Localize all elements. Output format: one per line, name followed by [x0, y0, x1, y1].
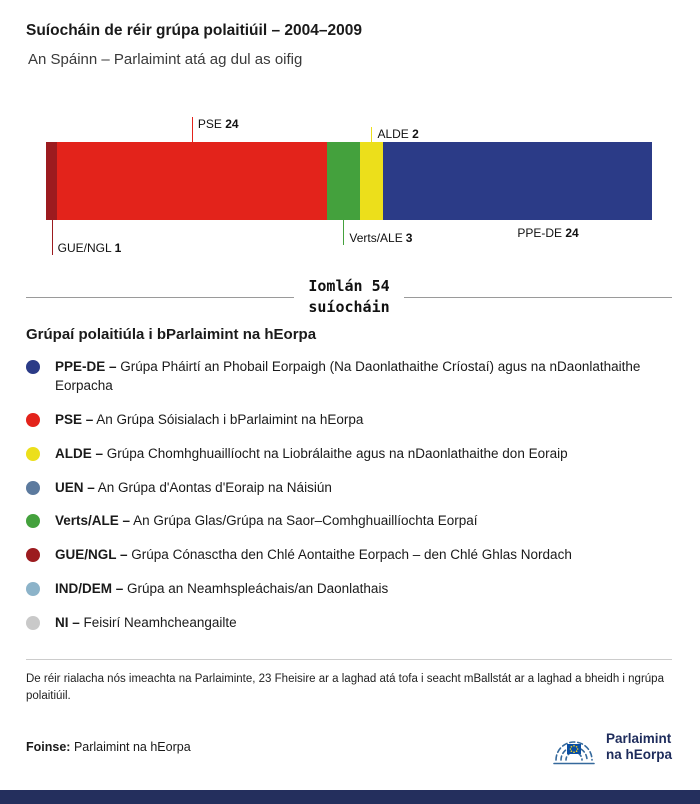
divider-line-left: [26, 297, 294, 298]
legend-item-gue-ngl: GUE/NGL – Grúpa Cónasctha den Chlé Aontaithe Eorpach – den Chlé Ghlas Nordach: [26, 546, 672, 565]
bar-label-pse: PSE 24: [192, 117, 239, 142]
gue-ngl-color-dot-icon: [26, 548, 40, 562]
source-row: [26, 726, 672, 768]
legend-item-ni: NI – Feisirí Neamhcheangailte: [26, 614, 672, 633]
legend-item-uen: UEN – An Grúpa d'Aontas d'Eoraip na Náisiún: [26, 479, 672, 498]
ni-color-dot-icon: [26, 616, 40, 630]
bar-label-gue-ngl: GUE/NGL 1: [52, 220, 122, 255]
bar-label-ppe-de: PPE-DE 24: [517, 226, 579, 240]
bar-label-alde: ALDE 2: [371, 127, 418, 142]
legend-item-ppe-de: PPE-DE – Grúpa Pháirtí an Phobail Eorpaigh (Na Daonlathaithe Críostaí) agus na nDaonlathaithe Eorpacha: [26, 358, 672, 396]
legend-list: [26, 358, 672, 633]
bar-labels-above: [46, 116, 652, 142]
verts-ale-color-dot-icon: [26, 514, 40, 528]
alde-color-dot-icon: [26, 447, 40, 461]
bar-label-verts-ale: Verts/ALE 3: [343, 220, 412, 245]
legend-item-alde: ALDE – Grúpa Chomhghuaillíocht na Liobrálaithe agus na nDaonlathaithe don Eoraip: [26, 445, 672, 464]
page-title: Suíocháin de réir grúpa polaitiúil – 2004–2009: [26, 22, 362, 39]
ind-dem-color-dot-icon: [26, 582, 40, 596]
legend-item-pse: PSE – An Grúpa Sóisialach i bParlaimint na hEorpa: [26, 411, 672, 430]
seat-distribution-chart: [46, 116, 652, 258]
stacked-bar: [46, 142, 652, 220]
bar-segment-alde: [360, 142, 382, 220]
divider-line-right: [404, 297, 672, 298]
pse-color-dot-icon: [26, 413, 40, 427]
bottom-brand-bar: [0, 790, 700, 804]
ep-logo-wordmark: Parlaimint na hEorpa: [605, 731, 672, 762]
legend-title: Grúpaí polaitiúla i bParlaimint na hEorpa: [26, 326, 317, 343]
bar-labels-below: [46, 220, 652, 258]
source-text: Foinse: Parlaimint na hEorpa: [26, 739, 191, 754]
legend-item-ind-dem: IND/DEM – Grúpa an Neamhspleáchais/an Daonlathais: [26, 580, 672, 599]
ep-hemicycle-icon: [550, 726, 598, 768]
footnote: De réir rialacha nós imeachta na Parlaiminte, 23 Fheisire ar a laghad atá tofa i seacht mBallstát ar a laghad a bheidh i ngrúpa polaitiúil.: [26, 659, 672, 706]
total-seats-label: Iomlán 54 suíocháin: [308, 277, 390, 316]
bar-segment-verts-ale: [327, 142, 361, 220]
bar-segment-ppe-de: [383, 142, 652, 220]
legend-item-verts-ale: Verts/ALE – An Grúpa Glas/Grúpa na Saor–Comhghuaillíochta Eorpaí: [26, 512, 672, 531]
european-parliament-logo: [550, 726, 672, 768]
bar-segment-gue-ngl: [46, 142, 57, 220]
page-subtitle: An Spáinn – Parlaimint atá ag dul as oifig: [28, 51, 303, 68]
ppe-de-color-dot-icon: [26, 360, 40, 374]
total-seats-row: [26, 276, 672, 318]
uen-color-dot-icon: [26, 481, 40, 495]
bar-segment-pse: [57, 142, 326, 220]
